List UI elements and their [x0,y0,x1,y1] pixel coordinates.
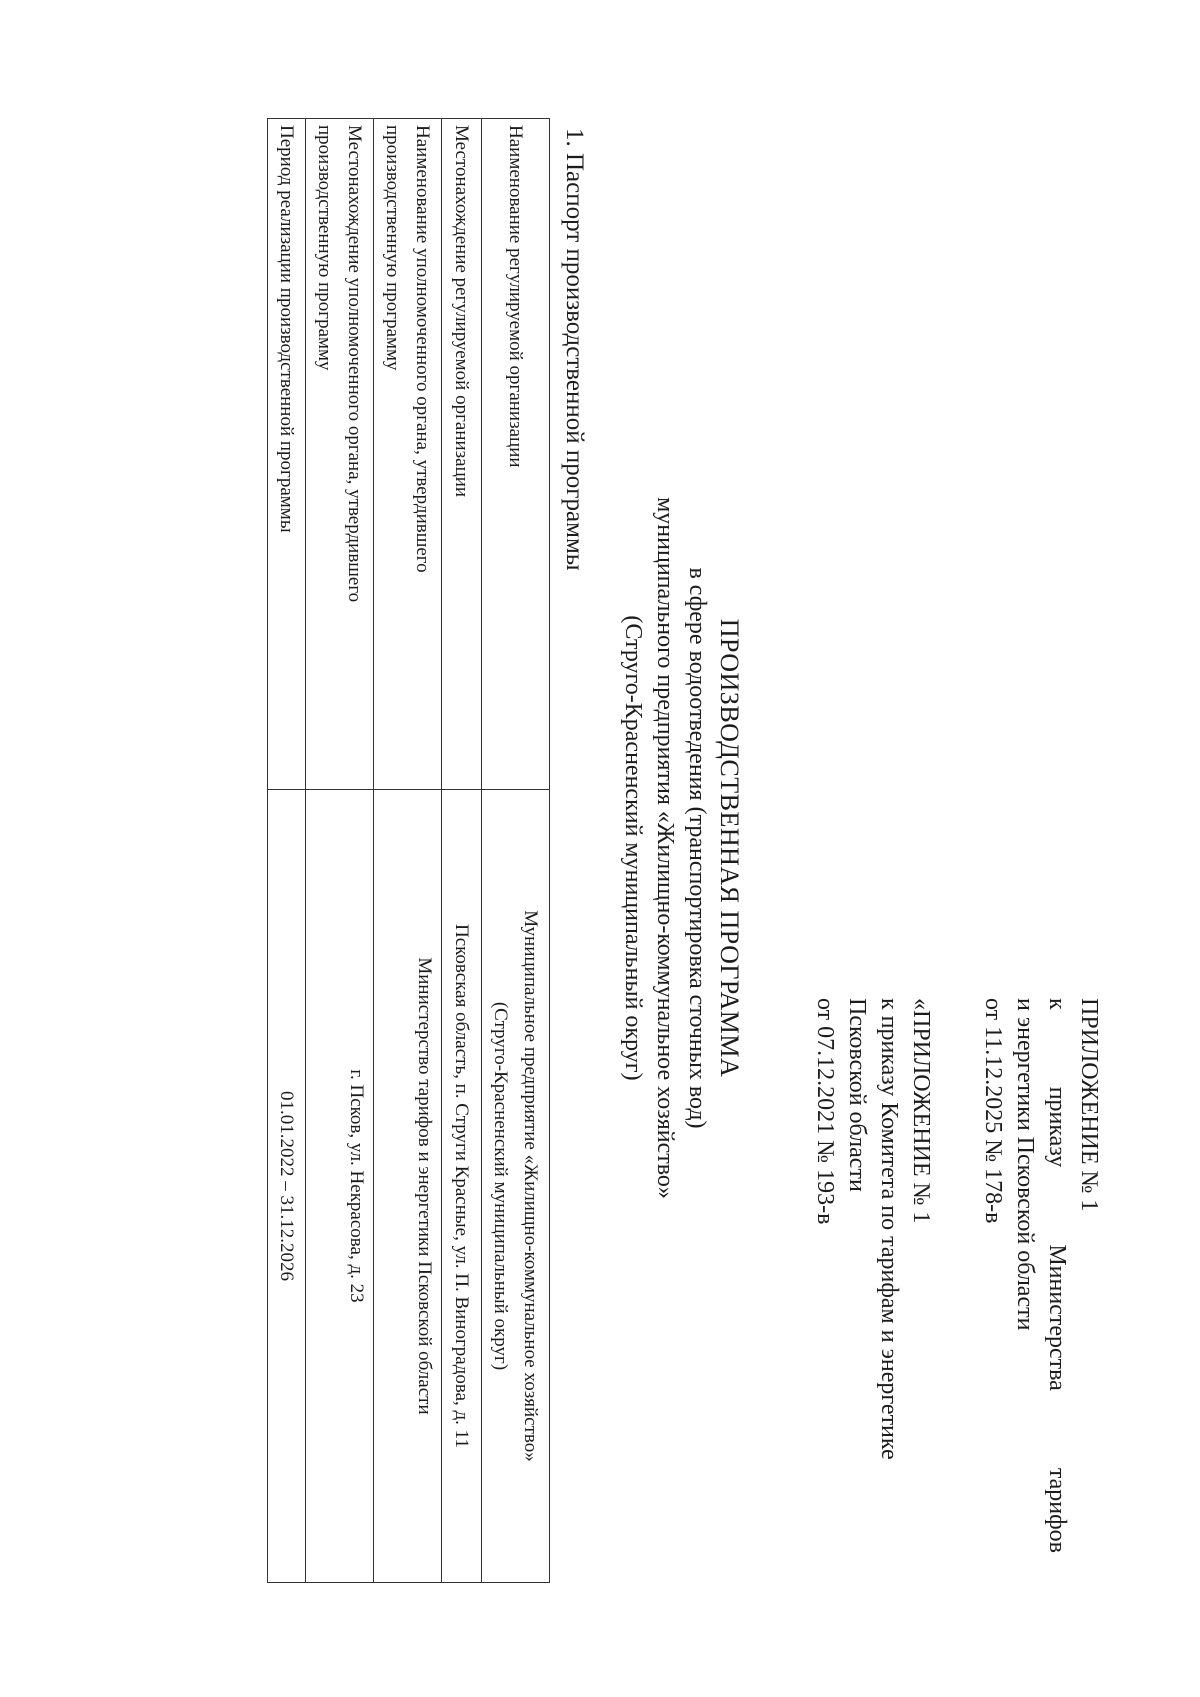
value-line: (Струго-Красненский муниципальный округ) [490,1001,512,1371]
table-row [442,119,482,1583]
program-district: (Струго-Красненский муниципальный округ) [620,615,646,1081]
appendix-date: от 11.12.2025 № 178-в [980,998,1006,1224]
passport-value [374,790,442,1583]
appendix-order-line [1041,998,1073,1553]
label-line: Местонахождение уполномоченного органа, утвердившего [344,125,366,603]
passport-value [442,790,482,1583]
appendix-word: приказу [1044,1086,1070,1168]
appendix-word: Министерства [1044,1244,1070,1391]
passport-label [268,119,306,790]
prev-appendix-date: от 07.12.2021 № 193-в [812,998,838,1225]
table-row [482,119,550,1583]
value-line: Псковская область, п. Струги Красные, ул. П. Виноградова, д. 11 [451,924,473,1448]
label-line: Местонахождение регулируемой организации [451,125,473,498]
appendix-block [809,998,1105,1553]
appendix-word: к [1044,998,1070,1010]
label-line: производственную программу [314,125,336,371]
label-line: Наименование уполномоченного органа, утвердившего [412,125,434,573]
appendix-authority: и энергетики Псковской области [1012,998,1038,1331]
prev-appendix-region: Псковской области [844,998,870,1192]
passport-value [482,790,550,1583]
value-line: г. Псков, ул. Некрасова, д. 23 [346,1069,367,1303]
program-title-block [617,48,745,1648]
passport-label [374,119,442,790]
value-line: Муниципальное предприятие «Жилищно-коммунальное хозяйство» [520,910,542,1462]
appendix-title: ПРИЛОЖЕНИЕ № 1 [1076,998,1102,1212]
program-organization: муниципального предприятия «Жилищно-коммунальное хозяйство» [652,497,678,1199]
label-line: Наименование регулируемой организации [505,125,527,468]
prev-appendix-title: «ПРИЛОЖЕНИЕ № 1 [908,998,934,1224]
section-heading: 1. Паспорт производственной программы [561,128,588,571]
table-row [306,119,374,1583]
appendix-word: тарифов [1044,1467,1070,1553]
value-line: Министерство тарифов и энергетики Псковской области [414,957,435,1415]
passport-table [267,118,550,1583]
rotated-document-page [35,48,1165,1648]
passport-label [306,119,374,790]
value-line: 01.01.2022 – 31.12.2026 [276,1091,298,1281]
prev-appendix-order: к приказу Комитета по тарифам и энергетике [876,998,902,1460]
label-line: производственную программу [382,125,404,371]
program-subtitle: в сфере водоотведения (транспортировка сточных вод) [684,567,710,1129]
passport-value [306,790,374,1583]
passport-label [442,119,482,790]
passport-value [268,790,306,1583]
table-row [374,119,442,1583]
label-line: Период реализации производственной программы [276,125,298,533]
program-title: ПРОИЗВОДСТВЕННАЯ ПРОГРАММА [715,618,744,1078]
passport-label [482,119,550,790]
table-row [268,119,306,1583]
